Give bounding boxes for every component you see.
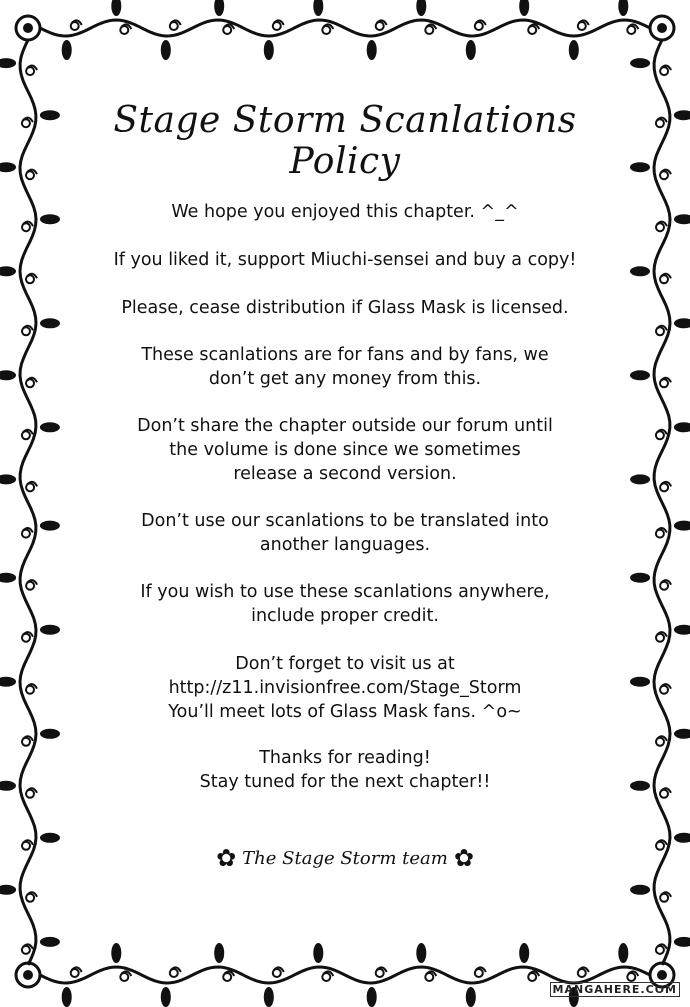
policy-line: don’t get any money from this.: [208, 369, 482, 389]
leaf: [569, 40, 579, 60]
bud: [22, 327, 30, 335]
corner-rosette-center: [23, 970, 33, 980]
leaf: [111, 0, 121, 16]
leaf: [630, 266, 650, 276]
corner-rosette-center: [657, 970, 667, 980]
leaf: [0, 781, 16, 791]
bud: [22, 530, 30, 538]
bud: [120, 26, 128, 34]
policy-line: http://z11.invisionfree.com/Stage_Storm: [168, 678, 522, 698]
leaf: [618, 0, 628, 16]
bud: [26, 275, 34, 283]
leaf: [630, 370, 650, 380]
policy-line: Thanks for reading!: [259, 748, 431, 768]
page-title: Stage Storm Scanlations Policy: [113, 100, 577, 182]
leaf: [674, 521, 690, 531]
leaf: [40, 729, 60, 739]
leaf: [313, 0, 323, 16]
leaf: [0, 474, 16, 484]
leaf: [40, 318, 60, 328]
leaf: [674, 937, 690, 947]
leaf: [630, 162, 650, 172]
leaf: [416, 0, 426, 16]
leaf: [264, 987, 274, 1007]
leaf: [161, 987, 171, 1007]
bud: [22, 842, 30, 850]
bud: [26, 790, 34, 798]
leaf: [264, 40, 274, 60]
leaf: [618, 943, 628, 963]
bud: [22, 634, 30, 642]
leaf: [214, 943, 224, 963]
signature-text: The Stage Storm team: [242, 847, 448, 869]
policy-line: We hope you enjoyed this chapter. ^_^: [171, 202, 519, 222]
bud: [170, 22, 178, 30]
leaf: [674, 214, 690, 224]
bud: [22, 946, 30, 954]
leaf: [0, 677, 16, 687]
policy-line: Please, cease distribution if Glass Mask is licensed.: [121, 298, 569, 318]
leaf: [313, 943, 323, 963]
leaf: [630, 474, 650, 484]
leaf: [0, 885, 16, 895]
bud: [26, 686, 34, 694]
bud: [170, 969, 178, 977]
leaf: [40, 937, 60, 947]
policy-paragraph: [80, 746, 610, 794]
team-signature: [180, 840, 510, 876]
policy-line: These scanlations are for fans and by fans, we: [141, 345, 549, 365]
policy-paragraph: [80, 652, 610, 724]
policy-line: another languages.: [259, 535, 431, 555]
corner-rosette-center: [23, 23, 33, 33]
bud: [26, 483, 34, 491]
leaf: [674, 422, 690, 432]
leaf: [0, 162, 16, 172]
leaf: [466, 987, 476, 1007]
leaf: [0, 266, 16, 276]
leaf: [674, 110, 690, 120]
leaf: [367, 987, 377, 1007]
flower-icon: ✿: [216, 844, 237, 872]
leaf: [630, 573, 650, 583]
policy-paragraph: [80, 296, 610, 320]
flower-icon: ✿: [453, 844, 474, 872]
leaf: [40, 110, 60, 120]
leaf: [519, 0, 529, 16]
leaf: [630, 885, 650, 895]
policy-line: If you liked it, support Miuchi-sensei and buy a copy!: [113, 250, 577, 270]
bud: [26, 379, 34, 387]
bud: [71, 22, 79, 30]
watermark-text: MANGAHERE.COM: [550, 982, 680, 997]
leaf: [0, 58, 16, 68]
policy-line: Stay tuned for the next chapter!!: [199, 772, 491, 792]
policy-paragraph: [80, 248, 610, 272]
policy-paragraph: [80, 414, 610, 486]
bud: [26, 582, 34, 590]
leaf: [367, 40, 377, 60]
policy-line: Don’t use our scanlations to be translated into: [141, 511, 549, 531]
policy-line: include proper credit.: [251, 606, 439, 626]
bud: [22, 431, 30, 439]
bud: [22, 738, 30, 746]
policy-line: release a second version.: [233, 464, 457, 484]
leaf: [630, 58, 650, 68]
policy-line: the volume is done since we sometimes: [169, 440, 521, 460]
policy-paragraph: [80, 200, 610, 224]
leaf: [630, 677, 650, 687]
policy-paragraph: [80, 580, 610, 628]
policy-line: Don’t forget to visit us at: [235, 654, 455, 674]
policy-line: If you wish to use these scanlations anywhere,: [140, 582, 550, 602]
leaf: [62, 987, 72, 1007]
leaf: [40, 521, 60, 531]
corner-rosette-center: [657, 23, 667, 33]
leaf: [674, 318, 690, 328]
leaf: [214, 0, 224, 16]
leaf: [40, 833, 60, 843]
leaf: [161, 40, 171, 60]
leaf: [630, 781, 650, 791]
leaf: [0, 370, 16, 380]
leaf: [111, 943, 121, 963]
leaf: [674, 833, 690, 843]
bud: [26, 894, 34, 902]
leaf: [40, 214, 60, 224]
leaf: [0, 573, 16, 583]
leaf: [466, 40, 476, 60]
bud: [120, 973, 128, 981]
leaf: [674, 625, 690, 635]
leaf: [674, 729, 690, 739]
leaf: [519, 943, 529, 963]
watermark: [548, 981, 682, 997]
policy-paragraph: [80, 343, 610, 391]
bud: [223, 26, 231, 34]
leaf: [40, 422, 60, 432]
leaf: [416, 943, 426, 963]
bud: [71, 969, 79, 977]
leaf: [62, 40, 72, 60]
bud: [223, 973, 231, 981]
policy-line: You’ll meet lots of Glass Mask fans. ^o~: [168, 702, 522, 722]
leaf: [40, 625, 60, 635]
policy-paragraph: [80, 509, 610, 557]
policy-line: Don’t share the chapter outside our forum until: [137, 416, 553, 436]
